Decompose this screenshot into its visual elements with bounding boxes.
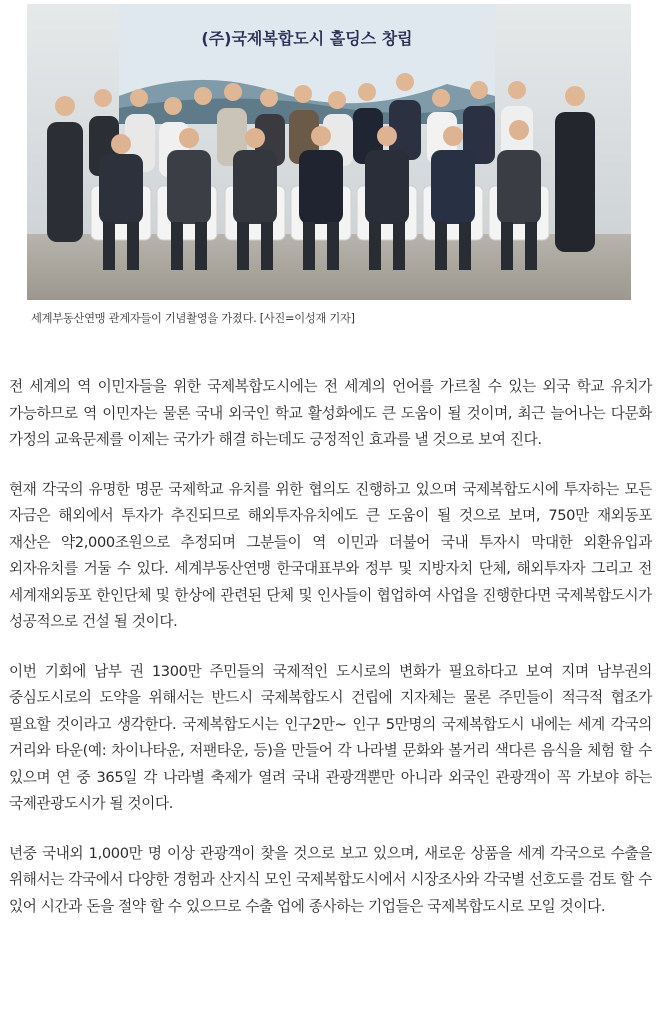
article-paragraph: 전 세계의 역 이민자들을 위한 국제복합도시에는 전 세계의 언어를 가르칠 수 있는 외국 학교 유치가 가능하므로 역 이민자는 물론 국내 외국인 학교 활성화에도 큰 도움이 될 것이며, 최근 늘어나는 다문화 가정의 교육문제를 이제는 국가가 해결 하는데도 긍정적인 효과를 낼 것으로 보여 진다. — [9, 378, 652, 448]
article-paragraph: 이번 기회에 남부 권 1300만 주민들의 국제적인 도시로의 변화가 필요하다고 보여 지며 남부권의 중심도시로의 도약을 위해서는 반드시 국제복합도시 건립에 지자체는 물론 주민들이 적극적 협조가 필요할 것이라고 생각한다. 국제복합도시는 인구2만~ 인구 5만명의 국제복합도시 내에는 세계 각국의 거리와 타운(예: 차이나타운, 저팬타운, 등)을 만들어 각 나라별 문화와 볼거리 색다른 음식을 체험 할 수 있으며 연 중 365일 각 나라별 축제가 열려 국내 관광객뿐만 아니라 외국인 관광객이 꼭 가보야 하는 국제관광도시가 될 것이다. — [9, 662, 652, 812]
article-paragraph: 현재 각국의 유명한 명문 국제학교 유치를 위한 협의도 진행하고 있으며 국제복합도시에 투자하는 모든 자금은 해외에서 투자가 추진되므로 해외투자유치에도 큰 도움이 될 것으로 보며, 750만 재외동포 재산은 약2,000조원으로 추정되며 그분들이 역 이민과 더불어 국내 투자시 막대한 외환유입과 외자유치를 거둘 수 있다. 세계부동산연맹 한국대표부와 정부 및 지방자치 단체, 해외투자자 그리고 전 세계재외동포 한인단체 및 한상에 관련된 단체 및 인사들이 협업하여 사업을 진행한다면 국제복합도시가 성공적으로 건설 될 것이다. — [9, 480, 652, 630]
banner-text: (주)국제복합도시 홀딩스 창립 — [201, 29, 413, 48]
photo-caption: 세계부동산연맹 관계자들이 기념촬영을 가졌다. [사진=이성재 기자] — [31, 312, 355, 325]
group-photo-illustration — [27, 4, 631, 300]
article-photo — [27, 4, 631, 300]
article-paragraph: 년중 국내외 1,000만 명 이상 관광객이 찾을 것으로 보고 있으며, 새로운 상품을 세계 각국으로 수출을 위해서는 각국에서 다양한 경험과 산지식 모인 국제복합도시에서 시장조사와 각국별 선호도를 검토 할 수 있어 시간과 돈을 절약 할 수 있으므로 수출 업에 종사하는 기업들은 국제복합도시로 모일 것이다. — [9, 844, 652, 915]
article-body — [9, 374, 652, 943]
